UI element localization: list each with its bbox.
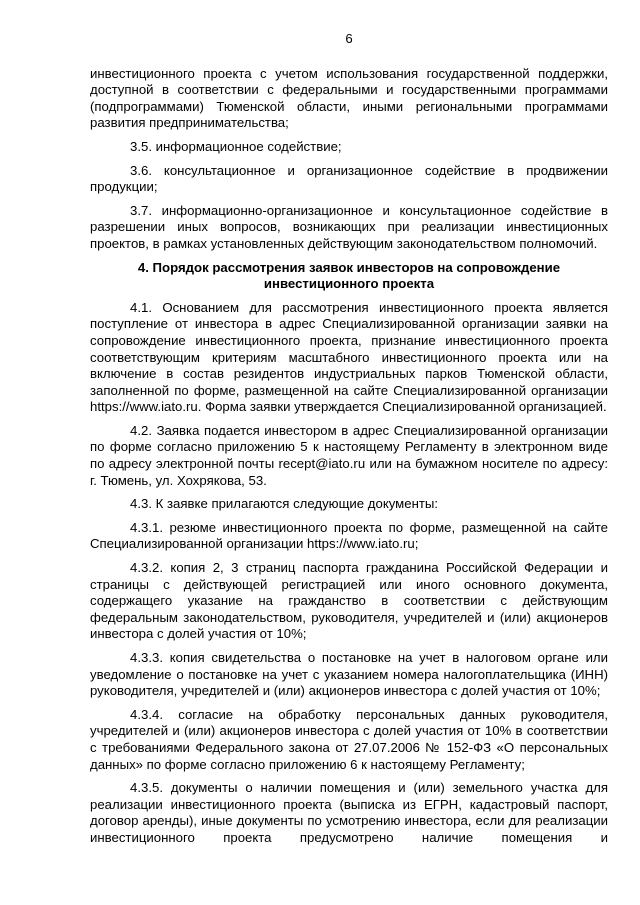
paragraph-4-3: 4.3. К заявке прилагаются следующие документы: <box>130 496 439 512</box>
section-heading: 4. Порядок рассмотрения заявок инвесторов на сопровождение инвестиционного проекта <box>137 259 561 292</box>
paragraph-4-3-2: 4.3.2. копия 2, 3 страниц паспорта гражданина Российской Федерации и страницы с действующей регистрацией или иного основного документа, содержащего указание на гражданство в соответствии с действующим федеральным законодательством, руководителя, учредителей и (или) акционеров инвестора с долей участия от 10%; <box>90 560 608 642</box>
paragraph-4-3-3: 4.3.3. копия свидетельства о постановке на учет в налоговом органе или уведомление о постановке на учет с указанием номера налогоплательщика (ИНН) руководителя, учредителей и (или) акционеров инвестора с долей участия от 10%; <box>90 650 608 699</box>
paragraph-4-1: 4.1. Основанием для рассмотрения инвестиционного проекта является поступление от инвестора в адрес Специализированной организации заявки на сопровождение инвестиционного проекта, признание инвестиционного проекта соответствующим критериям масштабного инвестиционного проекта или на включение в состав резидентов индустриальных парков Тюменской области, заполненной по форме, размещенной на сайте Специализированной организации https://www.iato.ru. Форма заявки утверждается Специализированной организацией. <box>90 299 608 415</box>
paragraph-3-5: 3.5. информационное содействие; <box>130 138 342 154</box>
page-number: 6 <box>345 31 353 46</box>
paragraph-3-7: 3.7. информационно-организационное и консультационное содействие в разрешении иных вопросов, возникающих при реализации инвестиционных проектов, в рамках установленных действующим законодательством полномочий. <box>90 202 608 251</box>
paragraph-4-2: 4.2. Заявка подается инвестором в адрес Специализированной организации по форме согласно приложению 5 к настоящему Регламенту в электронном виде по адресу электронной почты recept@iato.ru или на бумажном носителе по адресу: г. Тюмень, ул. Хохрякова, 53. <box>90 422 608 488</box>
paragraph-3-6: 3.6. консультационное и организационное содействие в продвижении продукции; <box>90 162 608 195</box>
paragraph-4-3-1: 4.3.1. резюме инвестиционного проекта по форме, размещенной на сайте Специализированной организации https://www.iato.ru; <box>90 519 608 552</box>
paragraph-4-3-4: 4.3.4. согласие на обработку персональных данных руководителя, учредителей и (или) акционеров инвестора с долей участия от 10% в соответствии с требованиями Федерального закона от 27.07.2006 № 152-ФЗ «О персональных данных» по форме согласно приложению 6 к настоящему Регламенту; <box>90 706 608 772</box>
paragraph-continuation: инвестиционного проекта с учетом использования государственной поддержки, доступной в соответствии с федеральными и государственными программами (подпрограммами) Тюменской области, иными региональными программами развития предпринимательства; <box>90 65 608 131</box>
paragraph-4-3-5: 4.3.5. документы о наличии помещения и (или) земельного участка для реализации инвестиционного проекта (выписка из ЕГРН, кадастровый паспорт, договор аренды), иные документы по усмотрению инвестора, если для реализации инвестиционного проекта предусмотрено наличие помещения и <box>90 780 608 845</box>
